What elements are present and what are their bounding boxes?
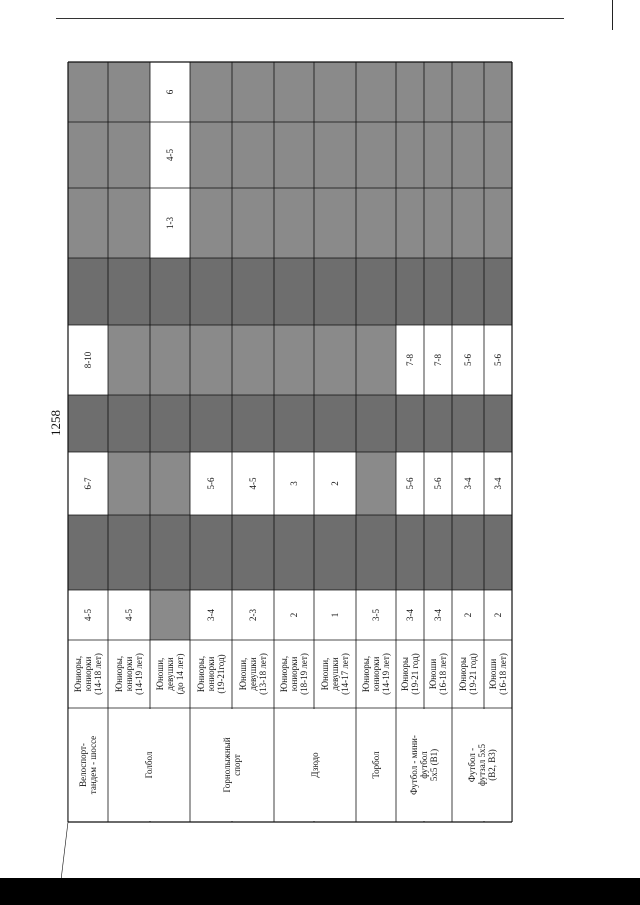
- cell-bg: [356, 62, 396, 122]
- rank-value-line: 1: [330, 612, 340, 618]
- rank-value-line: 3-4: [463, 477, 473, 490]
- cell-bg: [190, 188, 232, 258]
- sport-name-line: Футбол - мини-: [409, 735, 419, 795]
- cell-bg: [424, 188, 452, 258]
- cell-bg: [274, 188, 314, 258]
- rank-value: [493, 477, 503, 489]
- rank-value: [206, 477, 216, 489]
- rank-value-line: 1-3: [165, 217, 175, 229]
- rank-value: [433, 477, 443, 489]
- cell-bg: [190, 325, 232, 395]
- sport-name-line: спорт: [232, 754, 242, 776]
- scan-bottom-band: [0, 878, 640, 905]
- cell-bg: [356, 258, 396, 325]
- rank-value: [83, 477, 93, 489]
- cell-bg: [314, 62, 356, 122]
- rank-value-line: 4-5: [124, 609, 134, 621]
- rank-value: [330, 613, 340, 618]
- cell-bg: [232, 325, 274, 395]
- cell-bg: [232, 515, 274, 590]
- rank-value-line: 2: [330, 481, 340, 486]
- cell-bg: [356, 122, 396, 188]
- sport-name: [144, 751, 154, 778]
- rank-value: [165, 89, 175, 94]
- cell-bg: [424, 62, 452, 122]
- cell-bg: [274, 122, 314, 188]
- sport-name: [371, 751, 381, 779]
- age-group: [155, 654, 185, 695]
- cell-bg: [190, 122, 232, 188]
- age-group-line: Юниоры: [400, 657, 410, 691]
- rank-value: [371, 609, 381, 621]
- rank-value-line: 3: [289, 481, 299, 486]
- age-group: [488, 653, 508, 695]
- sport-name: [467, 743, 497, 786]
- rank-value-line: 5-6: [463, 354, 473, 366]
- age-group: [458, 653, 478, 695]
- cell-bg: [232, 122, 274, 188]
- age-group-line: девушки: [330, 657, 340, 691]
- cell-bg: [484, 258, 512, 325]
- cell-bg: [484, 395, 512, 452]
- cell-bg: [396, 122, 424, 188]
- age-group-line: (18-19 лет): [299, 653, 309, 695]
- cell-bg: [68, 258, 108, 325]
- rank-value-line: 7-8: [433, 354, 443, 366]
- age-group-line: Юниоры,: [361, 655, 371, 693]
- age-group-line: Юноши,: [155, 657, 165, 691]
- cell-bg: [424, 122, 452, 188]
- rank-value: [165, 217, 175, 229]
- age-group-line: девушки: [248, 657, 258, 691]
- age-group-line: Юниоры,: [196, 655, 206, 693]
- cell-bg: [314, 188, 356, 258]
- cell-bg: [484, 188, 512, 258]
- cell-bg: [396, 62, 424, 122]
- age-group: [238, 653, 268, 695]
- rank-value-line: 4-5: [83, 609, 93, 621]
- age-group-line: (13-18 лет): [258, 653, 268, 695]
- age-group: [114, 653, 144, 695]
- age-group-line: (19-21 год): [468, 653, 478, 695]
- cell-bg: [274, 515, 314, 590]
- age-group-line: Юноши,: [238, 657, 248, 691]
- cell-bg: [452, 395, 484, 452]
- cell-bg: [108, 258, 150, 325]
- sport-name-line: Торбол: [371, 751, 381, 779]
- cell-bg: [68, 188, 108, 258]
- sport-name: [310, 752, 320, 778]
- cell-bg: [314, 515, 356, 590]
- age-group-line: (19-21год): [216, 654, 226, 694]
- rank-value-line: 4-5: [165, 149, 175, 161]
- cell-bg: [108, 62, 150, 122]
- cell-bg: [190, 395, 232, 452]
- age-group: [279, 653, 309, 695]
- cell-bg: [396, 188, 424, 258]
- sport-name-line: Футбол -: [467, 747, 477, 783]
- cell-bg: [232, 188, 274, 258]
- cell-bg: [452, 122, 484, 188]
- cell-bg: [108, 452, 150, 515]
- cell-bg: [108, 325, 150, 395]
- age-group-line: юниорки: [289, 656, 299, 692]
- age-group-line: (16-18 лет): [498, 653, 508, 695]
- cell-bg: [108, 515, 150, 590]
- cell-bg: [190, 62, 232, 122]
- rank-value-line: 6-7: [83, 477, 93, 490]
- rank-value: [289, 613, 299, 618]
- cell-bg: [314, 258, 356, 325]
- age-group-line: Юниоры: [458, 657, 468, 691]
- rank-value: [463, 354, 473, 366]
- age-group-line: юниорки: [124, 656, 134, 692]
- cell-bg: [484, 515, 512, 590]
- cell-bg: [424, 258, 452, 325]
- age-group: [428, 653, 448, 695]
- sport-name-line: Велоспорт-: [78, 743, 88, 787]
- cell-bg: [452, 515, 484, 590]
- cell-bg: [314, 395, 356, 452]
- rank-value: [405, 609, 415, 621]
- rank-value: [405, 477, 415, 489]
- page-number: 1258: [48, 410, 63, 436]
- cell-bg: [274, 258, 314, 325]
- rank-value: [83, 609, 93, 621]
- sport-name-line: футзал 5х5: [477, 743, 487, 787]
- sport-name: [78, 736, 98, 794]
- rank-value: [248, 477, 258, 489]
- cell-bg: [68, 122, 108, 188]
- rank-value-line: 2: [463, 612, 473, 618]
- cell-bg: [356, 515, 396, 590]
- cell-bg: [150, 395, 190, 452]
- rank-value: [289, 481, 299, 486]
- age-group: [361, 653, 391, 695]
- cell-bg: [274, 62, 314, 122]
- age-group-line: девушки: [165, 657, 175, 691]
- age-group-line: (до 14 лет): [175, 653, 185, 695]
- rank-value-line: 3-4: [493, 477, 503, 490]
- sport-name-line: Дзюдо: [310, 752, 320, 778]
- sport-name-line: Голбол: [144, 751, 154, 779]
- cell-bg: [150, 325, 190, 395]
- age-group-line: юниорки: [83, 656, 93, 692]
- age-group-line: (14-17 лет): [340, 653, 350, 695]
- age-group: [196, 654, 226, 693]
- cell-bg: [396, 515, 424, 590]
- rank-value: [83, 351, 93, 368]
- cell-bg: [108, 188, 150, 258]
- age-group-line: (14-19 лет): [134, 653, 144, 695]
- cell-bg: [68, 62, 108, 122]
- age-group-line: Юноши: [428, 658, 438, 690]
- cell-bg: [68, 395, 108, 452]
- cell-bg: [150, 452, 190, 515]
- rank-value-line: 7-8: [405, 354, 415, 366]
- age-group-line: Юноши: [488, 658, 498, 690]
- age-group-line: (14-19 лет): [381, 653, 391, 695]
- cell-bg: [424, 395, 452, 452]
- rank-value-line: 2: [493, 612, 503, 618]
- cell-bg: [232, 62, 274, 122]
- cell-bg: [150, 515, 190, 590]
- rank-value: [248, 609, 258, 621]
- rank-value-line: 3-4: [405, 609, 415, 621]
- cell-bg: [190, 515, 232, 590]
- age-group-line: (14-18 лет): [93, 653, 103, 695]
- age-group: [320, 653, 350, 695]
- rank-value-line: 2-3: [248, 609, 258, 621]
- cell-bg: [484, 122, 512, 188]
- rank-value: [493, 613, 503, 618]
- cell-bg: [108, 395, 150, 452]
- rank-value-line: 5-6: [493, 354, 503, 366]
- rank-value-line: 3-4: [433, 609, 443, 621]
- cell-bg: [396, 258, 424, 325]
- rank-value-line: 4-5: [248, 477, 258, 490]
- cell-bg: [150, 258, 190, 325]
- age-group-line: (16-18 лет): [438, 653, 448, 695]
- age-group-line: юниорки: [371, 656, 381, 692]
- rank-value: [124, 609, 134, 621]
- age-group-line: Юниоры,: [279, 655, 289, 693]
- rank-value-line: 5-6: [433, 477, 443, 490]
- cell-bg: [274, 395, 314, 452]
- rank-value: [493, 354, 503, 366]
- rank-value: [433, 609, 443, 621]
- cell-bg: [232, 395, 274, 452]
- cell-bg: [150, 590, 190, 640]
- age-group-line: юниорки: [206, 656, 216, 692]
- cell-bg: [356, 452, 396, 515]
- sport-name-line: (В2, В3): [487, 749, 497, 781]
- cell-bg: [314, 122, 356, 188]
- sport-name-line: футбол: [419, 751, 429, 779]
- rank-value-line: 6: [165, 89, 175, 95]
- rank-value: [330, 481, 340, 486]
- age-group: [400, 653, 420, 695]
- cell-bg: [484, 62, 512, 122]
- age-group: [73, 653, 103, 695]
- rank-value-line: 8-10: [83, 351, 93, 369]
- cell-bg: [68, 515, 108, 590]
- rank-value-line: 5-6: [206, 477, 216, 490]
- age-group-line: Юниоры,: [73, 655, 83, 693]
- rank-value: [405, 354, 415, 366]
- sport-name-line: Горнолыжный: [222, 737, 232, 793]
- cell-bg: [452, 62, 484, 122]
- cell-bg: [452, 258, 484, 325]
- cell-bg: [274, 325, 314, 395]
- age-group-line: Юноши,: [320, 657, 330, 691]
- rank-value: [165, 149, 175, 161]
- sport-name-line: тандем - шоссе: [88, 735, 98, 795]
- cell-bg: [190, 258, 232, 325]
- cell-bg: [232, 258, 274, 325]
- cell-bg: [452, 188, 484, 258]
- age-group-line: (19-21 год): [410, 653, 420, 695]
- age-group-line: Юниоры,: [114, 655, 124, 693]
- cell-bg: [424, 515, 452, 590]
- rank-value: [206, 609, 216, 621]
- rank-value-line: 3-5: [371, 609, 381, 621]
- sport-name-line: 5х5 (В1): [429, 748, 439, 782]
- rank-value-line: 5-6: [405, 477, 415, 490]
- cell-bg: [356, 188, 396, 258]
- cell-bg: [356, 395, 396, 452]
- cell-bg: [396, 395, 424, 452]
- cell-bg: [356, 325, 396, 395]
- rank-value: [463, 477, 473, 489]
- cell-bg: [108, 122, 150, 188]
- rank-value: [463, 613, 473, 618]
- rank-value: [433, 354, 443, 366]
- cell-bg: [314, 325, 356, 395]
- rank-value-line: 3-4: [206, 609, 216, 621]
- rank-value-line: 2: [289, 612, 299, 618]
